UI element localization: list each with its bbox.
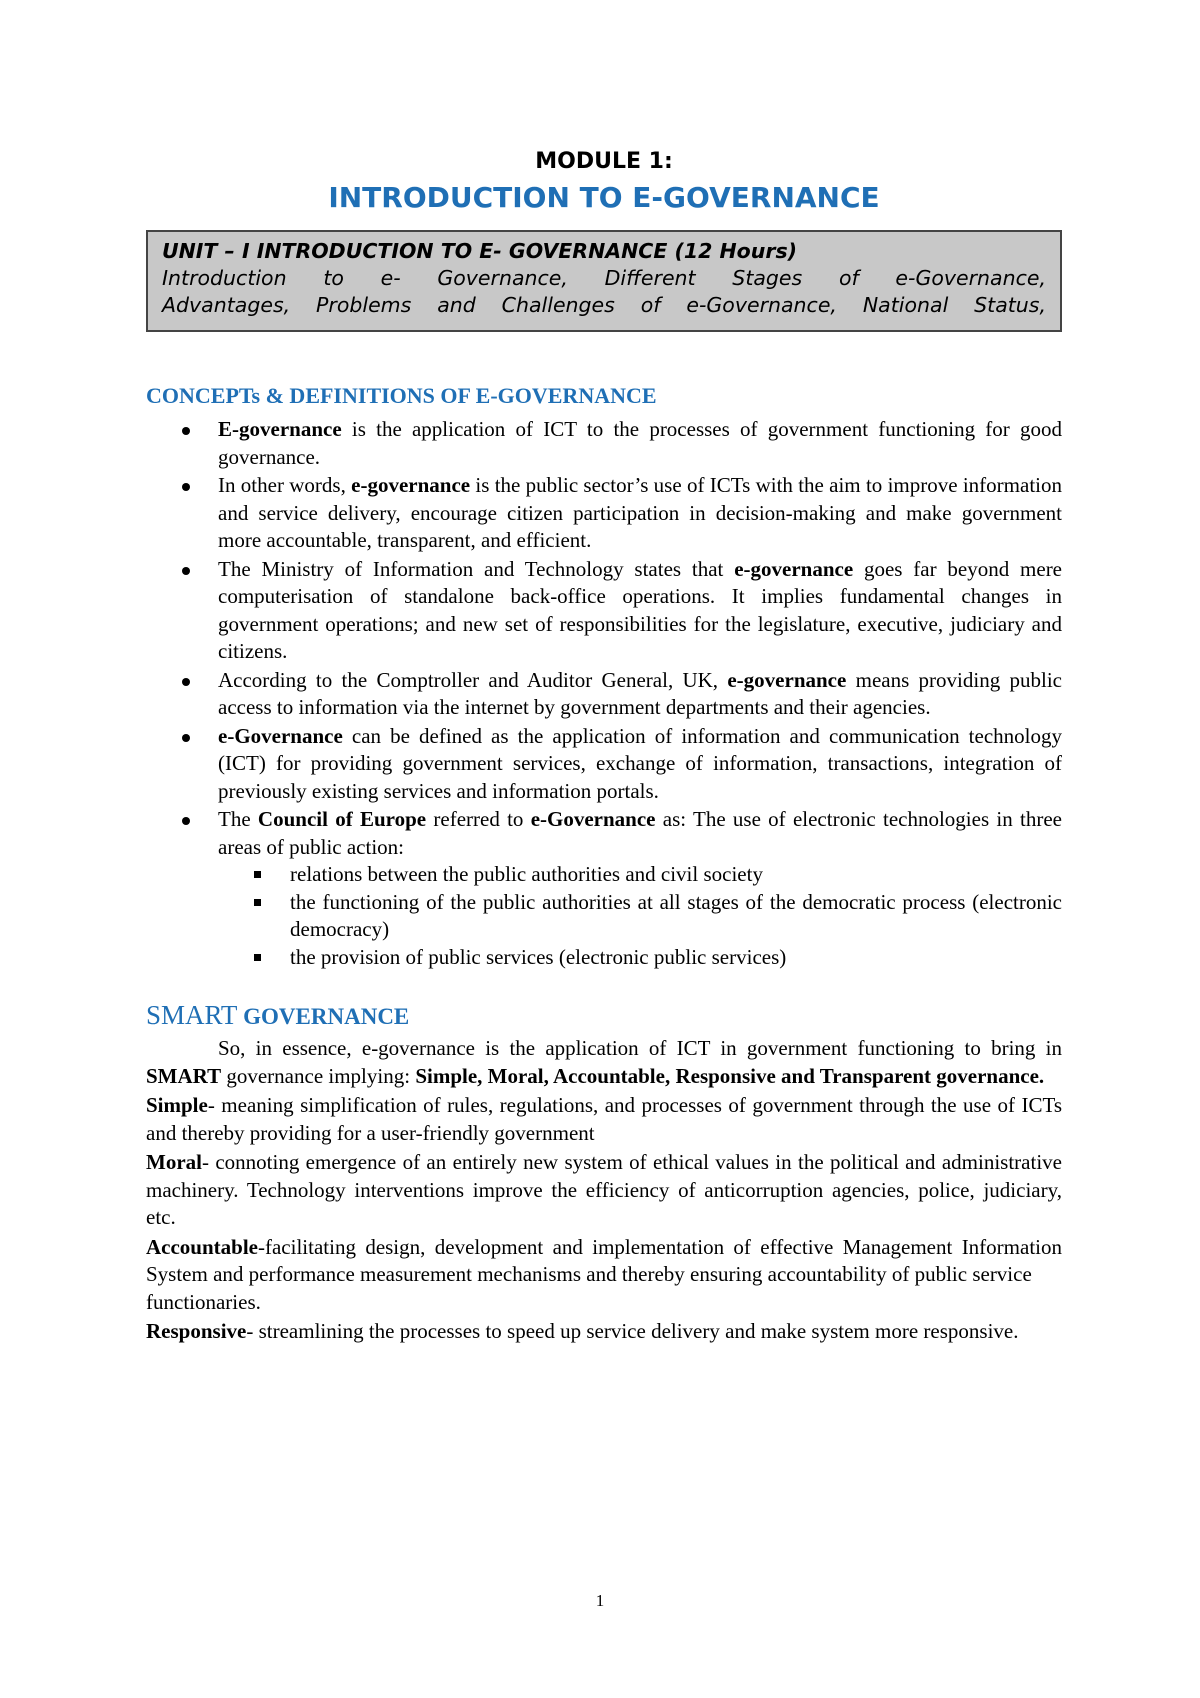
page-content bbox=[146, 148, 1062, 1346]
paragraph-text: - streamlining the processes to speed up service delivery and make system more responsive. bbox=[246, 1319, 1019, 1343]
definition-text: can be defined as the application of information and communication technology (ICT) for providing government services, exchange of information, transactions, integration of previously existing services and information portals. bbox=[218, 723, 1062, 803]
bullet-icon bbox=[182, 817, 190, 825]
definition-text: is the public sector’s use of ICTs with the aim to improve information and service delivery, encourage citizen participation in decision-making and make government more accountable, transparent, and efficient. bbox=[218, 473, 1062, 552]
definition-text: In other words, bbox=[218, 473, 352, 497]
term-bold: SMART bbox=[146, 1063, 222, 1088]
smart-intro-paragraph bbox=[146, 1035, 1062, 1090]
sub-item-text: relations between the public authorities and civil society bbox=[290, 862, 763, 886]
sub-list-item bbox=[218, 944, 1062, 972]
sub-list-item bbox=[218, 861, 1062, 889]
term-bold: Responsive bbox=[146, 1319, 247, 1343]
unit-topics-line-1: Introduction to e- Governance, Different Stages of e-Governance, bbox=[162, 266, 1046, 290]
term-bold: e-governance bbox=[727, 667, 847, 692]
definition-text: The bbox=[218, 807, 258, 831]
bullet-icon bbox=[182, 427, 190, 435]
unit-title: UNIT – I INTRODUCTION TO E- GOVERNANCE (12 Hours) bbox=[162, 239, 798, 263]
definition-text: The Ministry of Information and Technology states that bbox=[218, 556, 735, 581]
responsive-definition bbox=[146, 1318, 1062, 1346]
bullet-icon bbox=[182, 734, 190, 742]
module-number: MODULE 1: bbox=[535, 149, 673, 174]
term-bold: Simple bbox=[146, 1093, 208, 1117]
sub-list-item bbox=[218, 889, 1062, 944]
paragraph-text: - meaning simplification of rules, regulations, and processes of government through the use of ICTs and thereby providing for a user-friendly government bbox=[146, 1093, 1062, 1145]
definition-text: as: The use of electronic technologies in three areas of public action: bbox=[218, 807, 1062, 859]
term-bold: Accountable bbox=[146, 1234, 258, 1259]
paragraph-text: So, in essence, e-governance is the application of ICT in government functioning to bring in bbox=[218, 1036, 1062, 1060]
heading-part: SMART bbox=[146, 1000, 238, 1030]
square-bullet-icon bbox=[254, 899, 261, 906]
definition-item bbox=[146, 416, 1062, 471]
unit-summary-box bbox=[146, 230, 1062, 332]
definition-item bbox=[146, 667, 1062, 722]
heading-part: GOVERNANCE bbox=[237, 1004, 410, 1029]
square-bullet-icon bbox=[254, 954, 261, 961]
public-action-areas-list bbox=[218, 861, 1062, 971]
moral-definition bbox=[146, 1149, 1062, 1232]
definitions-list bbox=[146, 416, 1062, 971]
accountable-definition bbox=[146, 1234, 1062, 1317]
term-bold: Moral bbox=[146, 1150, 202, 1174]
definition-item bbox=[146, 806, 1062, 971]
term-bold: e-Governance bbox=[530, 807, 656, 831]
smart-governance-heading bbox=[146, 1001, 1062, 1031]
square-bullet-icon bbox=[254, 871, 261, 878]
term-bold: E-governance bbox=[218, 417, 342, 441]
simple-definition bbox=[146, 1092, 1062, 1147]
page-number: 1 bbox=[595, 1591, 605, 1610]
definition-text: goes far beyond mere computerisation of standalone back-office operations. It implies fundamental changes in government operations; and new set of responsibilities for the legislature, executive, judiciary and citizens. bbox=[218, 556, 1063, 663]
term-bold: Council of Europe bbox=[257, 807, 427, 831]
sub-item-text: the functioning of the public authorities at all stages of the democratic process (electronic democracy) bbox=[290, 889, 1062, 941]
term-bold: e-governance bbox=[351, 473, 471, 497]
concepts-heading: CONCEPTs & DEFINITIONS OF E-GOVERNANCE bbox=[146, 383, 657, 408]
term-bold: e-governance bbox=[734, 556, 854, 581]
paragraph-text: - connoting emergence of an entirely new system of ethical values in the political and administrative machinery. Technology interventions improve the efficiency of anticorruption agencies, police, judiciary, etc. bbox=[146, 1150, 1062, 1229]
paragraph-text: governance implying: bbox=[221, 1063, 416, 1088]
definition-text: is the application of ICT to the processes of government functioning for good governance. bbox=[218, 417, 1062, 469]
paragraph-text: -facilitating design, development and implementation of effective Management Information System and performance measurement mechanisms and thereby ensuring accountability of public service bbox=[146, 1234, 1062, 1286]
bullet-icon bbox=[182, 567, 190, 575]
definition-item bbox=[146, 556, 1062, 666]
definition-text: referred to bbox=[426, 807, 531, 831]
definition-item bbox=[146, 723, 1062, 806]
definition-text: means providing public access to information via the internet by government departments and their agencies. bbox=[218, 667, 1062, 719]
module-title: INTRODUCTION TO E-GOVERNANCE bbox=[328, 181, 880, 214]
unit-topics-line-2: Advantages, Problems and Challenges of e-Governance, National Status, bbox=[162, 293, 1046, 317]
bullet-icon bbox=[182, 483, 190, 491]
sub-item-text: the provision of public services (electronic public services) bbox=[290, 944, 787, 969]
paragraph-text: functionaries. bbox=[146, 1289, 261, 1314]
bullet-icon bbox=[182, 678, 190, 686]
term-bold: Simple, Moral, Accountable, Responsive and Transparent governance. bbox=[415, 1063, 1045, 1088]
definition-text: According to the Comptroller and Auditor General, UK, bbox=[218, 667, 728, 692]
term-bold: e-Governance bbox=[218, 723, 343, 748]
definition-item bbox=[146, 472, 1062, 555]
